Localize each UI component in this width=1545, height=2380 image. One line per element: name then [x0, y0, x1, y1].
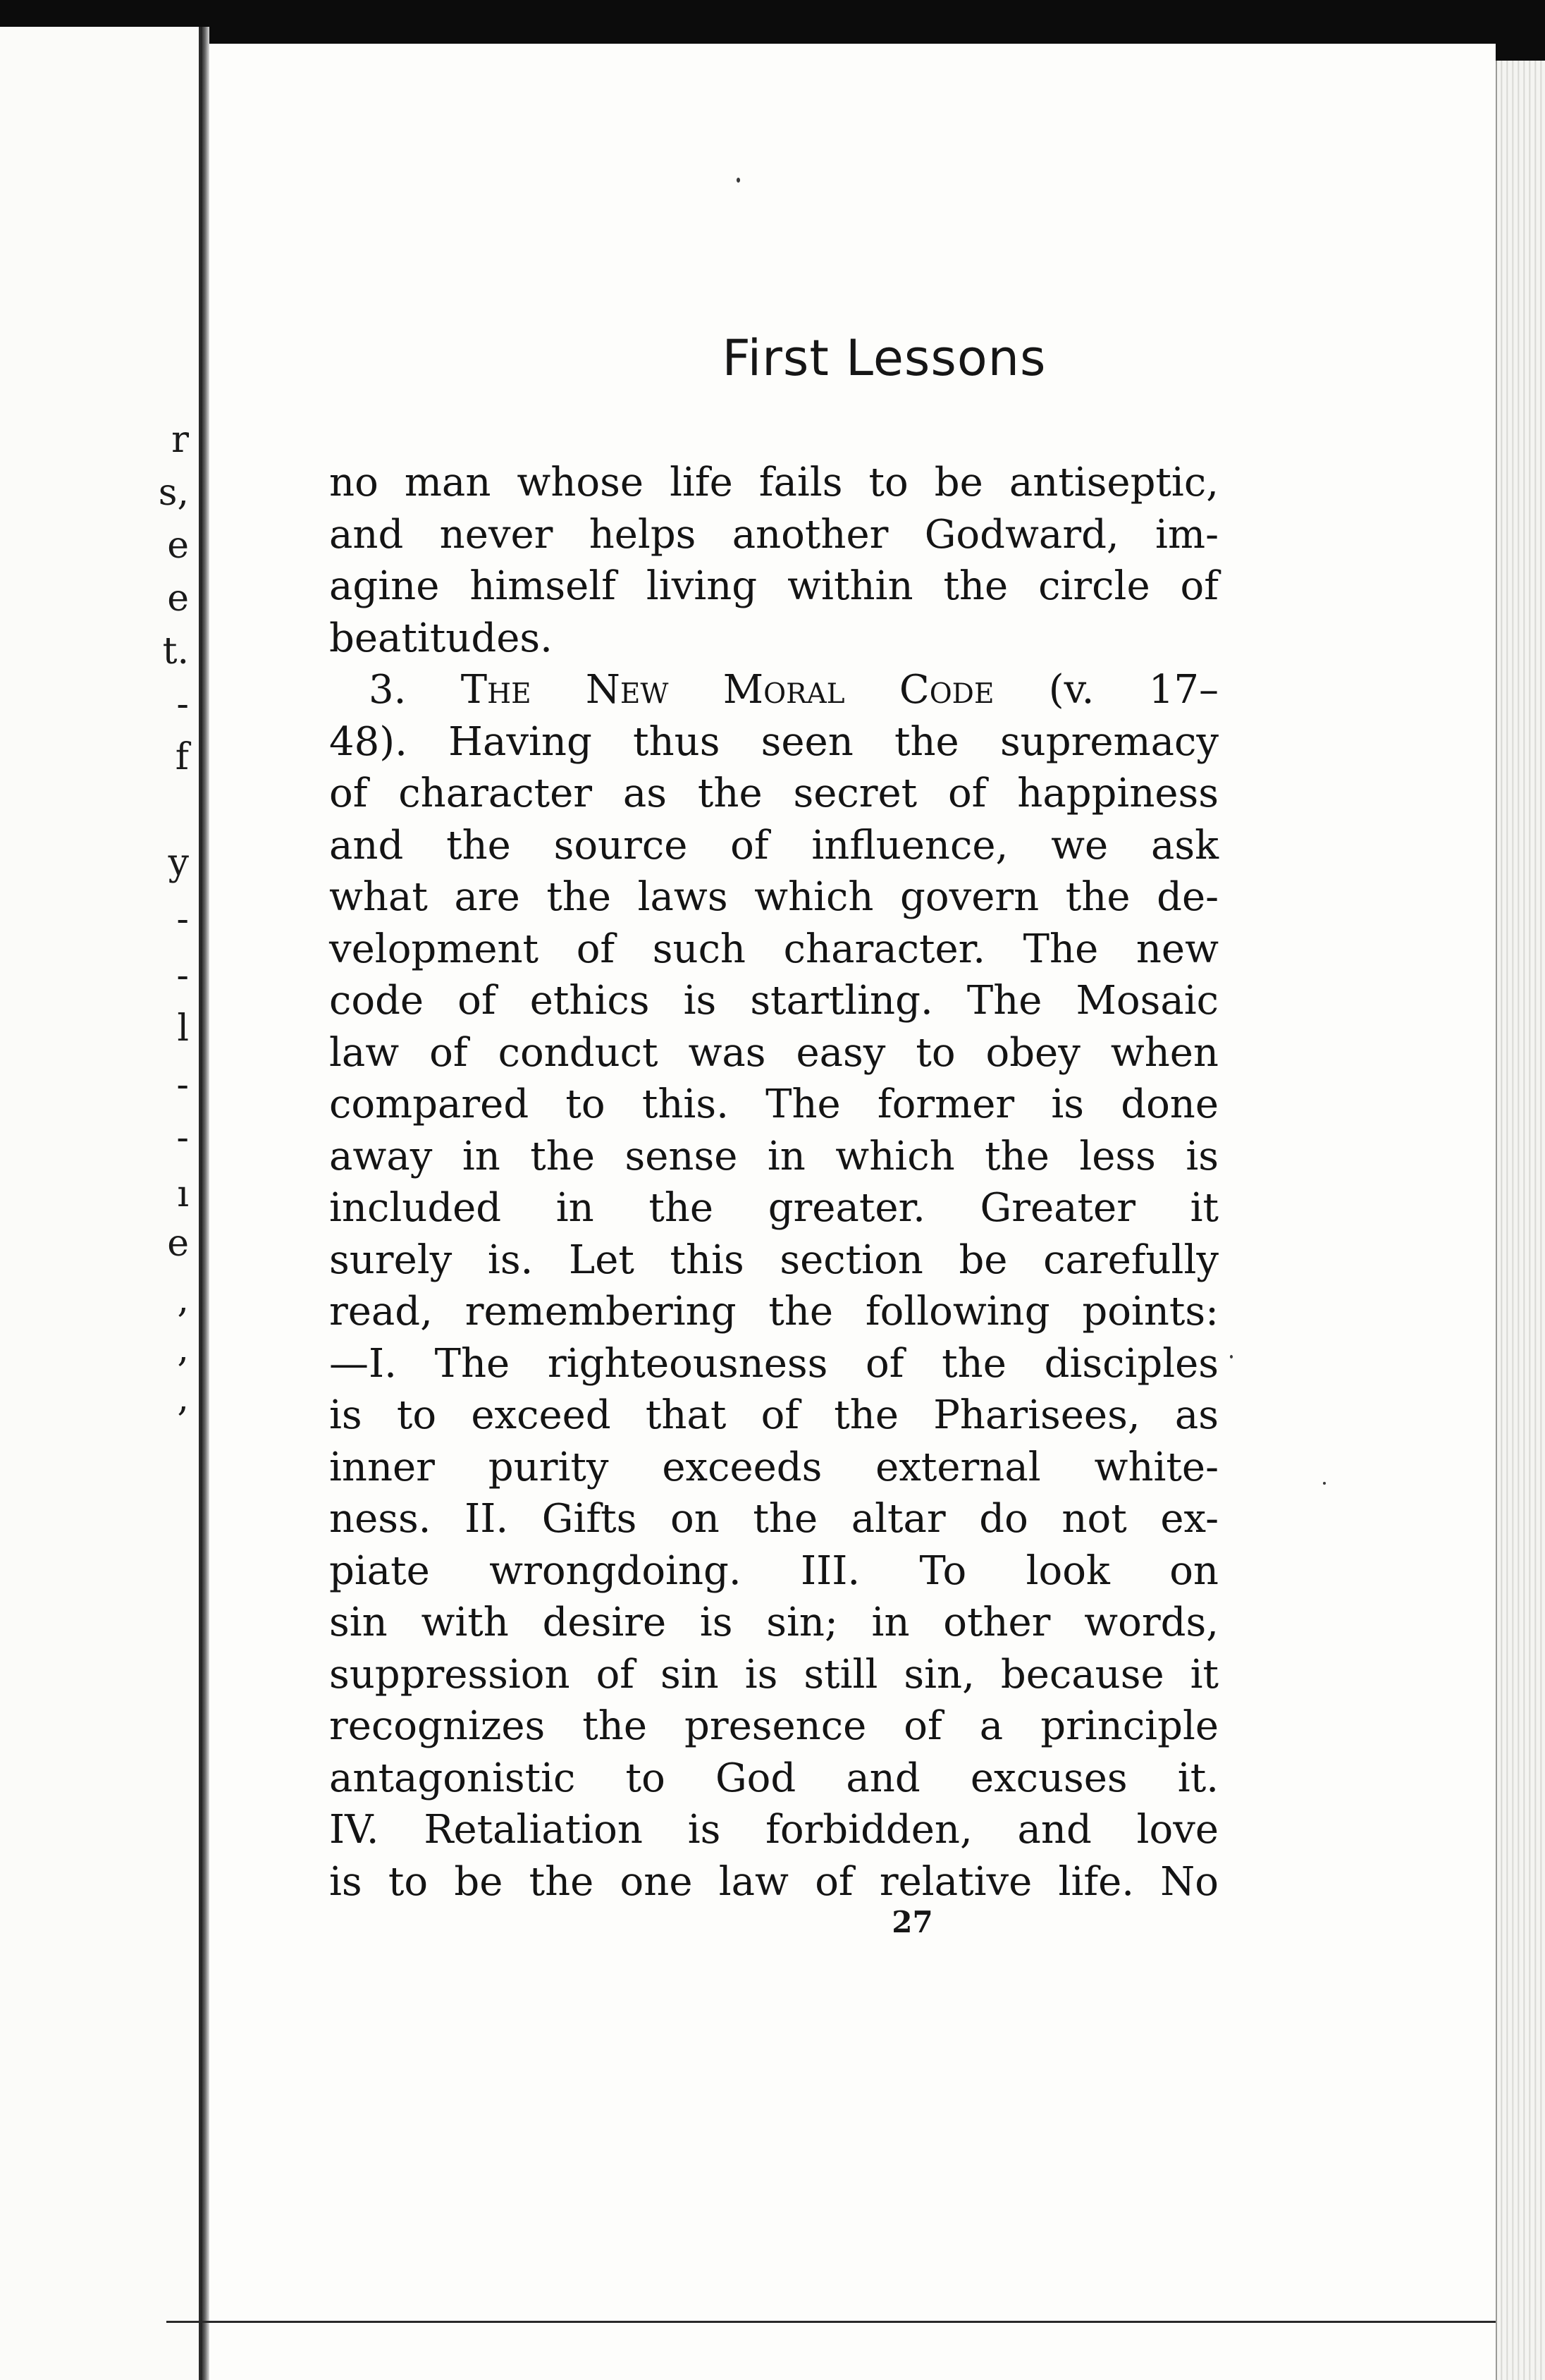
previous-page-sliver: [0, 27, 201, 2380]
previous-page-fragment: ,: [177, 1328, 189, 1370]
text-line: law of conduct was easy to obey when: [329, 1029, 1219, 1076]
text-line: IV. Retaliation is forbidden, and love: [329, 1807, 1219, 1853]
text-line: and the source of influence, we ask: [329, 822, 1219, 869]
previous-page-fragment: -: [176, 955, 189, 997]
previous-page-fragment: -: [176, 898, 189, 940]
previous-page-fragment: f: [175, 736, 189, 778]
section-number: 3.: [369, 667, 407, 713]
book-page: [209, 44, 1496, 2380]
page-number: 27: [892, 1905, 933, 1939]
page-body-text: [329, 457, 1219, 1908]
previous-page-fragment: -: [176, 1117, 189, 1159]
text-line: sin with desire is sin; in other words,: [329, 1600, 1219, 1645]
text-line: agine himself living within the circle of: [329, 563, 1219, 609]
scan-speck: [737, 178, 740, 183]
page-stack-edge: [1496, 61, 1545, 2380]
text-line: code of ethics is startling. The Mosaic: [329, 978, 1219, 1024]
text-line: recognizes the presence of a principle: [329, 1703, 1219, 1749]
text-line: ness. II. Gifts on the altar do not ex-: [329, 1496, 1219, 1542]
previous-page-fragment: e: [167, 525, 189, 567]
text-line: —I. The righteousness of the disciples: [329, 1340, 1219, 1387]
previous-page-fragment: ,: [177, 1279, 189, 1321]
text-line: no man whose life fails to be antiseptic,: [329, 460, 1219, 505]
text-line: suppression of sin is still sin, because it: [329, 1651, 1219, 1698]
text-line: antagonistic to God and excuses it.: [329, 1755, 1219, 1801]
text-line: of character as the secret of happiness: [329, 771, 1219, 816]
text-line: read, remembering the following points:: [329, 1289, 1219, 1335]
previous-page-fragment: e: [167, 577, 189, 620]
scan-speck: [1323, 1482, 1326, 1485]
running-head: First Lessons: [722, 329, 1047, 387]
previous-page-fragment: ı: [177, 1173, 189, 1215]
previous-page-fragment: y: [168, 842, 189, 884]
previous-page-fragment: -: [176, 1064, 189, 1106]
text-line: 48). Having thus seen the supremacy: [329, 718, 1219, 765]
previous-page-fragment: r: [171, 419, 189, 461]
previous-page-fragment: s,: [158, 472, 189, 514]
previous-page-fragment: l: [177, 1007, 189, 1050]
scan-speck: [1230, 1355, 1233, 1358]
previous-page-fragment: -: [176, 683, 189, 725]
text-line: and never helps another Godward, im-: [329, 511, 1219, 558]
section-heading-line: [329, 664, 1219, 716]
section-verse-reference: (v. 17–: [1048, 667, 1219, 713]
text-line: inner purity exceeds external white-: [329, 1444, 1219, 1490]
text-line: surely is. Let this section be carefully: [329, 1237, 1219, 1283]
text-line: compared to this. The former is done: [329, 1081, 1219, 1127]
book-gutter-shadow: [201, 27, 209, 2380]
text-line: beatitudes.: [329, 615, 553, 661]
page-bottom-edge: [166, 2321, 1496, 2323]
text-line: away in the sense in which the less is: [329, 1133, 1219, 1179]
text-line: included in the greater. Greater it: [329, 1185, 1219, 1231]
text-line: is to exceed that of the Pharisees, as: [329, 1392, 1219, 1438]
text-line: velopment of such character. The new: [329, 926, 1219, 972]
text-line: is to be the one law of relative life. No: [329, 1858, 1219, 1905]
previous-page-fragment: e: [167, 1222, 189, 1265]
previous-page-fragment: ,: [177, 1378, 189, 1420]
text-line: piate wrongdoing. III. To look on: [329, 1547, 1219, 1594]
text-line: what are the laws which govern the de-: [329, 874, 1219, 920]
previous-page-fragment: t.: [162, 630, 189, 673]
section-title: The New Moral Code: [460, 667, 995, 713]
